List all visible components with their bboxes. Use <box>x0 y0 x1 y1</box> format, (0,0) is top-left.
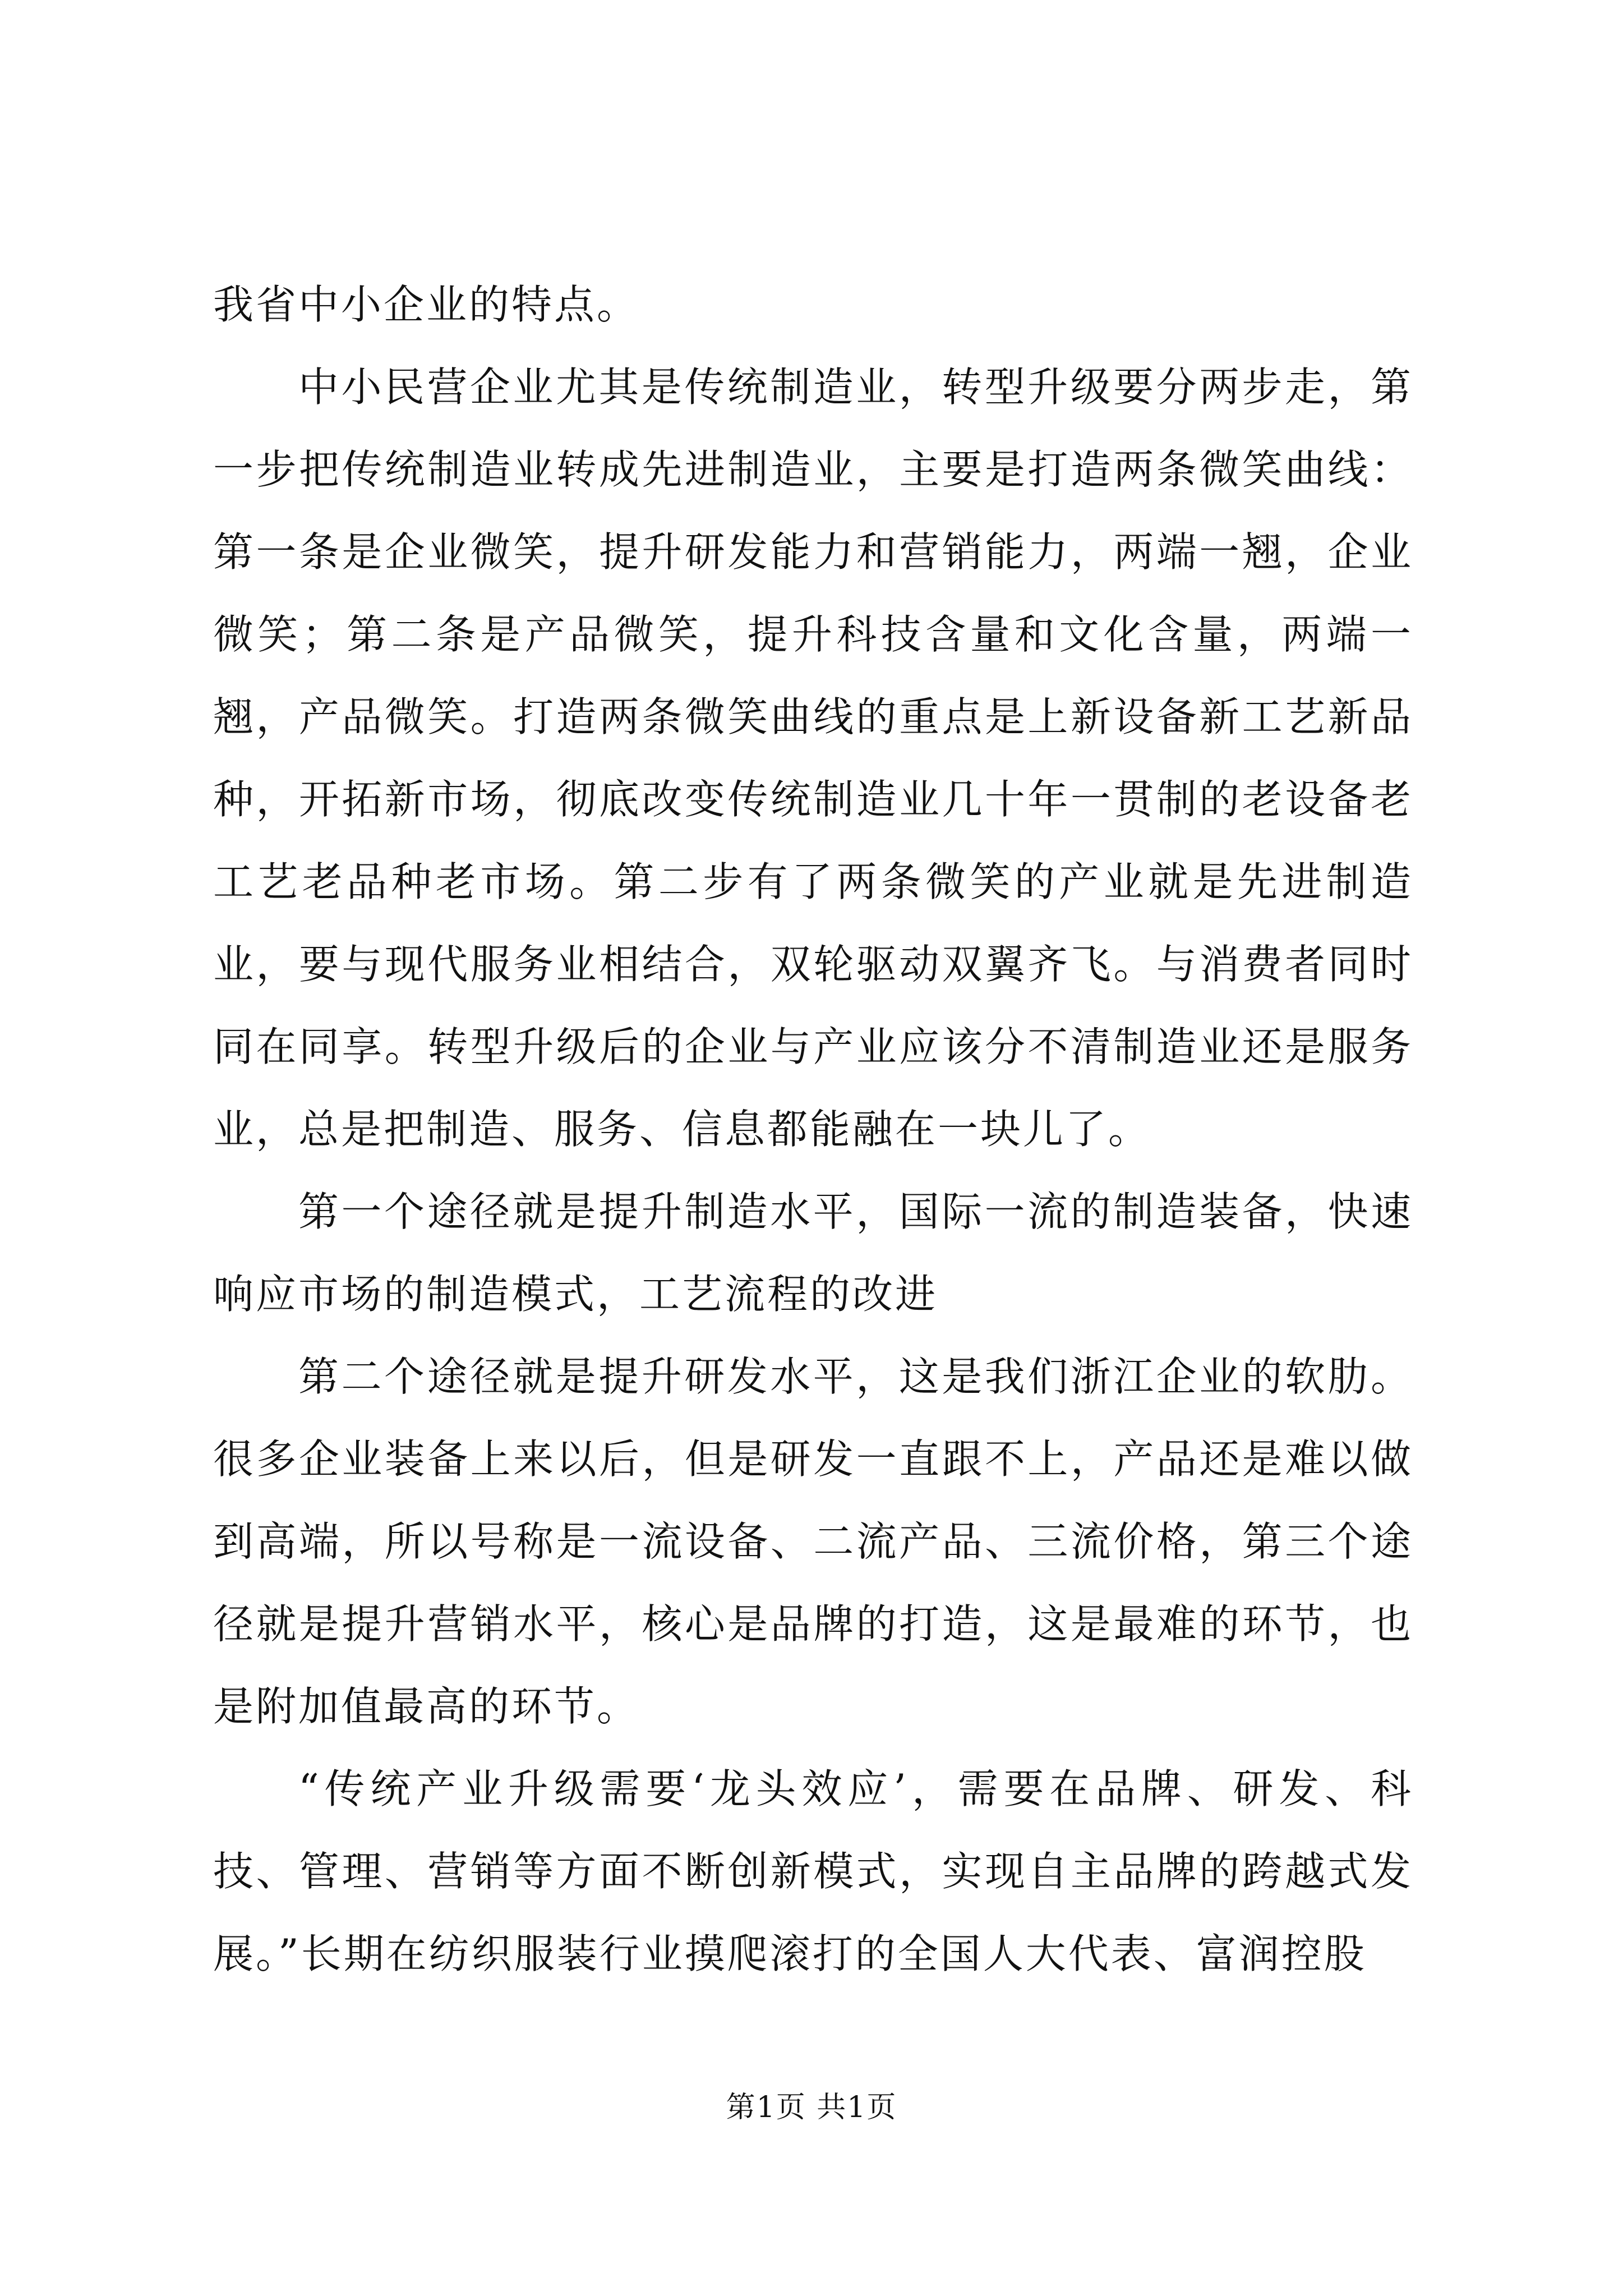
paragraph-transformation-steps: 中小民营企业尤其是传统制造业，转型升级要分两步走，第一步把传统制造业转成先进制造业，主要是打造两条微笑曲线：第一条是企业微笑，提升研发能力和营销能力，两端一翘，企业微笑；第二条是产品微笑，提升科技含量和文化含量，两端一翘，产品微笑。打造两条微笑曲线的重点是上新设备新工艺新品种，开拓新市场，彻底改变传统制造业几十年一贯制的老设备老工艺老品种老市场。第二步有了两条微笑的产业就是先进制造业，要与现代服务业相结合，双轮驱动双翼齐飞。与消费者同时同在同享。转型升级后的企业与产业应该分不清制造业还是服务业，总是把制造、服务、信息都能融在一块儿了。 <box>213 364 1413 1153</box>
document-body <box>213 264 1413 1995</box>
paragraph-rd-marketing-path: 第二个途径就是提升研发水平，这是我们浙江企业的软肋。很多企业装备上来以后，但是研发一直跟不上，产品还是难以做到高端，所以号称是一流设备、二流产品、三流价格，第三个途径就是提升营销水平，核心是品牌的打造，这是最难的环节，也是附加值最高的环节。 <box>213 1353 1413 1730</box>
page-number-footer: 第1页 共1页 <box>726 2091 897 2124</box>
paragraph-continuation: 我省中小企业的特点。 <box>213 281 640 328</box>
paragraph-quote: “传统产业升级需要‘龙头效应’，需要在品牌、研发、科技、管理、营销等方面不断创新模式，实现自主品牌的跨越式发展。”长期在纺织服装行业摸爬滚打的全国人大代表、富润控股 <box>213 1765 1413 1977</box>
paragraph-manufacturing-path: 第一个途径就是提升制造水平，国际一流的制造装备，快速响应市场的制造模式，工艺流程的改进 <box>213 1188 1413 1318</box>
